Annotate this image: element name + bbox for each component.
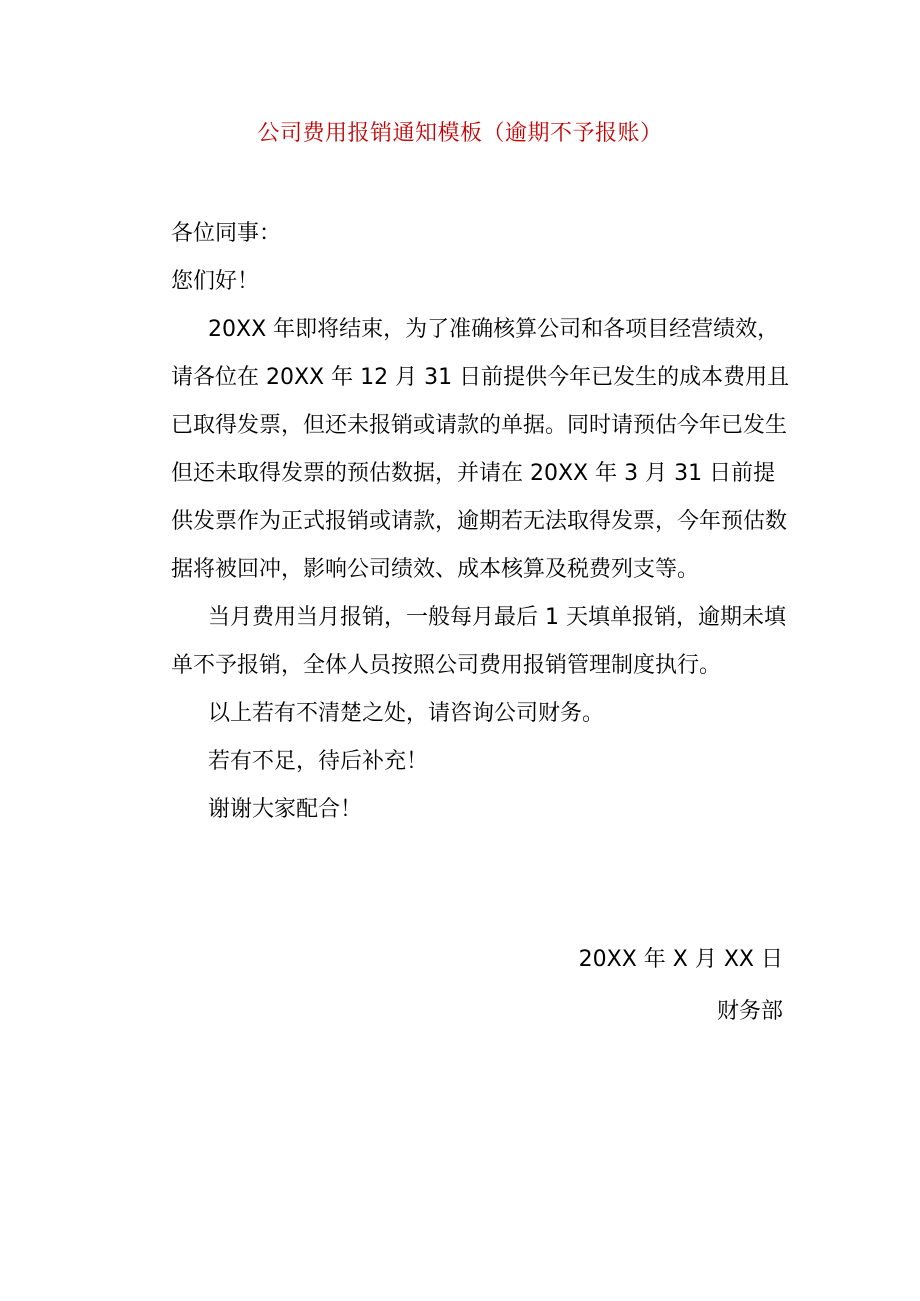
paragraph-year-end-notice: 20XX 年即将结束，为了准确核算公司和各项目经营绩效，请各位在 20XX 年 12 月 31 日前提供今年已发生的成本费用且已取得发票，但还未报销或请款的单据。同时请预估今年已发生但还未取得发票的预估数据，并请在 20XX 年 3 月 31 日前提供发票作为正式报销或请款，逾期若无法取得发票，今年预估数据将被回冲，影响公司绩效、成本核算及税费列支等。 (171, 317, 790, 582)
paragraph-thanks: 谢谢大家配合！ (208, 797, 363, 822)
document-title: 公司费用报销通知模板（逾期不予报账） (257, 121, 663, 146)
paragraph-supplement: 若有不足，待后补充！ (208, 749, 429, 774)
salutation: 您们好！ (171, 269, 260, 294)
greeting: 各位同事： (171, 221, 282, 246)
document-body (171, 210, 791, 834)
paragraph-contact-finance: 以上若有不清楚之处，请咨询公司财务。 (208, 701, 605, 726)
signature-department: 财务部 (716, 999, 783, 1024)
paragraph-monthly-reimbursement: 当月费用当月报销，一般每月最后 1 天填单报销，逾期未填单不予报销，全体人员按照公司费用报销管理制度执行。 (171, 605, 786, 678)
signature-date: 20XX 年 X 月 XX 日 (578, 947, 783, 972)
